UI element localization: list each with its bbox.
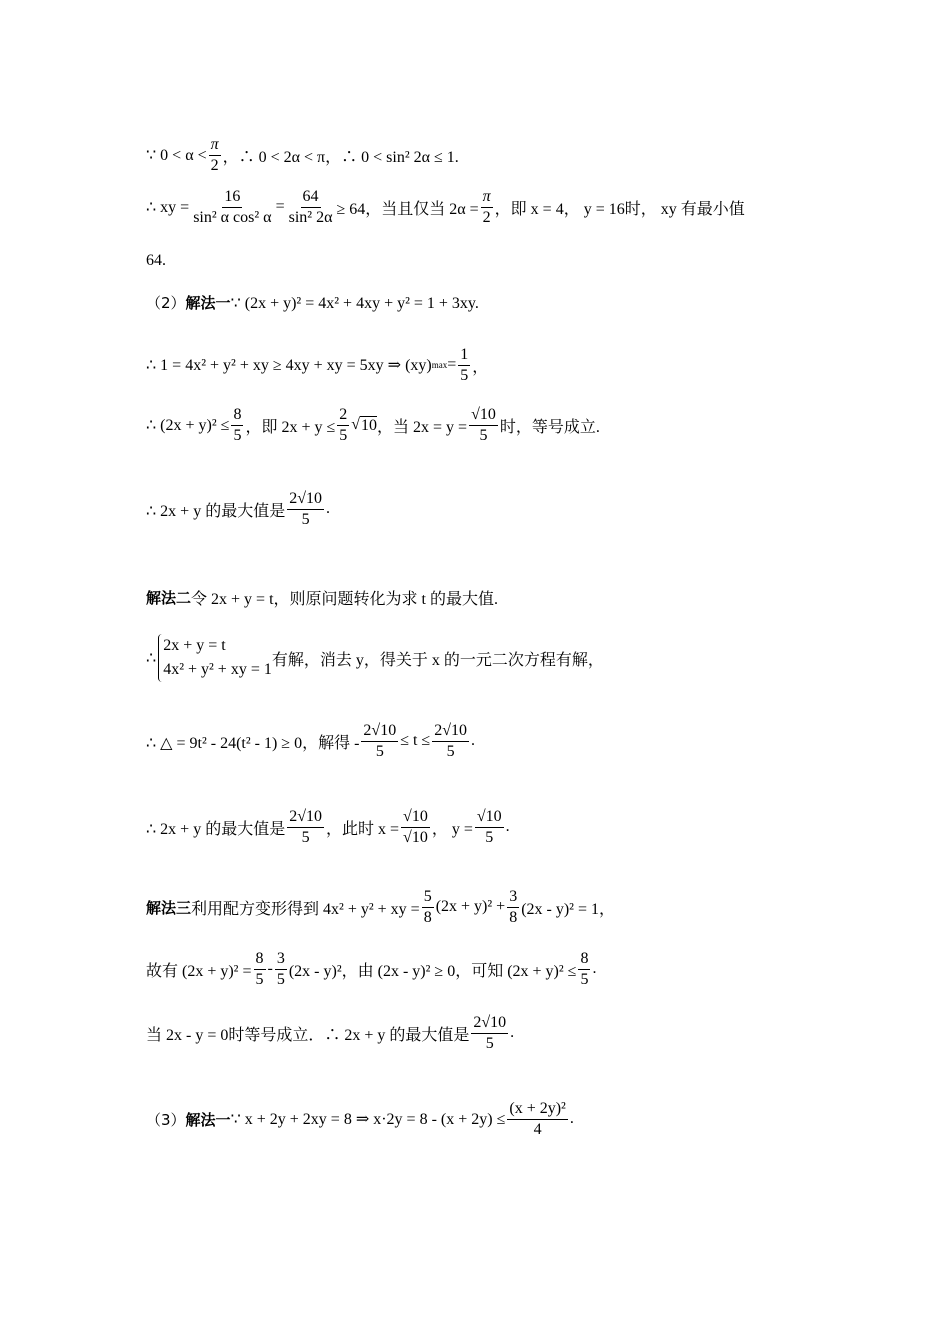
line-3: [146, 252, 166, 270]
numerator: (x + 2y)²: [507, 1100, 567, 1120]
line-2: [146, 188, 745, 226]
text: 有解，消去 y，得关于 x 的一元二次方程有解，: [271, 651, 604, 669]
fraction: [191, 188, 273, 226]
system-row: 4x² + y² + xy = 1: [163, 661, 272, 678]
fraction: [337, 406, 349, 444]
numerator: π: [209, 136, 221, 156]
numerator: 8: [231, 406, 243, 426]
text: (2x + y)² +: [435, 898, 506, 916]
text: =: [447, 356, 457, 374]
text: ，: [472, 358, 489, 376]
text: ，即 2x + y ≤: [245, 418, 336, 436]
fraction: [578, 950, 590, 988]
numerator: 5: [422, 888, 434, 908]
numerator: 3: [507, 888, 519, 908]
numerator: 2√10: [471, 1014, 508, 1034]
fraction: [254, 950, 266, 988]
denominator: 8: [423, 908, 432, 926]
denominator: 5: [485, 828, 494, 846]
fraction: [507, 888, 519, 926]
text: ，当 2x = y =: [377, 418, 468, 436]
text: ，∴ 0 < 2α < π，∴ 0 < sin² 2α ≤ 1.: [222, 148, 459, 166]
numerator: π: [481, 188, 493, 208]
text: 当 2x - y = 0时等号成立．∴ 2x + y 的最大值是: [146, 1026, 470, 1044]
numerator: 8: [578, 950, 590, 970]
line-11: [146, 808, 510, 846]
numerator: √10: [469, 406, 498, 426]
fraction: [361, 722, 398, 760]
text: .: [569, 1110, 574, 1128]
text: ∵ x + 2y + 2xy = 8 ⇒ x·2y = 8 - (x + 2y) ≤: [230, 1111, 506, 1129]
line-15: [146, 1100, 574, 1138]
text: ，此时 x =: [326, 820, 400, 838]
equation-system: [158, 634, 272, 682]
line-8: [146, 586, 498, 609]
fraction: [481, 188, 493, 226]
text: ≥ 64，当且仅当 2α =: [336, 200, 479, 218]
line-9: [146, 634, 604, 682]
denominator: 5: [580, 970, 589, 988]
part-label: （3）: [146, 1110, 186, 1129]
numerator: 1: [458, 346, 470, 366]
text: ∴ 2x + y 的最大值是: [146, 820, 286, 838]
sqrt-sign: √: [351, 416, 361, 434]
subscript: max: [431, 360, 448, 371]
denominator: 8: [509, 908, 518, 926]
denominator: sin² 2α: [288, 208, 333, 226]
text: .: [592, 960, 597, 978]
denominator: 5: [479, 426, 488, 444]
denominator: 5: [255, 970, 264, 988]
text: =: [275, 198, 285, 216]
fraction: [401, 808, 430, 846]
text: ∴ (2x + y)² ≤: [146, 417, 230, 435]
denominator: 5: [485, 1034, 494, 1052]
text: ∴: [146, 650, 157, 667]
numerator: 64: [301, 188, 321, 208]
text: ，即 x = 4， y = 16时， xy 有最小值: [494, 200, 745, 218]
text: 利用配方变形得到 4x² + y² + xy =: [191, 900, 420, 918]
fraction: [209, 136, 221, 174]
denominator: 5: [460, 366, 469, 384]
denominator: √10: [403, 828, 428, 846]
numerator: 2√10: [432, 722, 469, 742]
numerator: 16: [222, 188, 242, 208]
denominator: 5: [233, 426, 242, 444]
fraction: [432, 722, 469, 760]
part-label: （2）: [146, 294, 186, 312]
fraction: [471, 1014, 508, 1052]
method-heading: 解法二: [146, 589, 192, 607]
numerator: 2√10: [287, 490, 324, 510]
system-row: 2x + y = t: [163, 637, 226, 654]
line-4: [146, 292, 479, 313]
text: ∵ 0 < α <: [146, 147, 207, 165]
method-heading: 解法三: [146, 898, 192, 917]
fraction: [475, 808, 504, 846]
fraction: [422, 888, 434, 926]
fraction: [287, 808, 324, 846]
denominator: 5: [276, 970, 285, 988]
line-5: [146, 346, 488, 384]
fraction: [458, 346, 470, 384]
line-7: [146, 490, 330, 528]
denominator: 2: [210, 156, 219, 174]
numerator: 2√10: [287, 808, 324, 828]
text: 令 2x + y = t，则原问题转化为求 t 的最大值.: [191, 591, 498, 608]
text: (2x - y)² = 1，: [521, 900, 615, 918]
fraction: [287, 490, 324, 528]
line-14: [146, 1014, 514, 1052]
line-13: [146, 950, 596, 988]
line-1: [146, 136, 459, 174]
text: ， y =: [431, 820, 473, 838]
radicand: 10: [361, 416, 378, 434]
method-heading: 解法一: [185, 1110, 231, 1129]
denominator: 5: [375, 742, 384, 760]
method-heading: 解法一: [185, 294, 231, 312]
denominator: 4: [533, 1120, 542, 1138]
fraction: [231, 406, 243, 444]
text: .: [505, 818, 510, 836]
text: ∴ 2x + y 的最大值是: [146, 502, 286, 520]
line-6: [146, 406, 600, 444]
text: ≤ t ≤: [400, 732, 431, 750]
text: (2x - y)²，由 (2x - y)² ≥ 0，可知 (2x + y)² ≤: [288, 962, 577, 980]
numerator: 2: [337, 406, 349, 426]
fraction: [275, 950, 287, 988]
text: -: [267, 960, 273, 978]
numerator: 8: [254, 950, 266, 970]
numerator: √10: [475, 808, 504, 828]
denominator: 5: [339, 426, 348, 444]
text: ∵ (2x + y)² = 4x² + 4xy + y² = 1 + 3xy.: [230, 294, 479, 312]
denominator: sin² α cos² α: [193, 208, 272, 226]
fraction: [287, 188, 335, 226]
denominator: 5: [446, 742, 455, 760]
numerator: 3: [275, 950, 287, 970]
denominator: 5: [301, 510, 310, 528]
fraction: [507, 1100, 567, 1138]
text: 时，等号成立.: [499, 418, 600, 436]
text: ∴ 1 = 4x² + y² + xy ≥ 4xy + xy = 5xy ⇒ (xy): [146, 357, 432, 375]
text: ∴ △ = 9t² - 24(t² - 1) ≥ 0，解得 -: [146, 734, 360, 752]
text: 64.: [146, 252, 166, 269]
text: .: [326, 500, 330, 518]
text: ∴ xy =: [146, 199, 190, 217]
line-10: [146, 722, 475, 760]
denominator: 5: [301, 828, 310, 846]
denominator: 2: [482, 208, 491, 226]
numerator: √10: [401, 808, 430, 828]
text: .: [471, 732, 475, 750]
text: .: [510, 1024, 515, 1042]
fraction: [469, 406, 498, 444]
numerator: 2√10: [361, 722, 398, 742]
line-12: [146, 888, 615, 926]
text: 故有 (2x + y)² =: [146, 962, 252, 980]
